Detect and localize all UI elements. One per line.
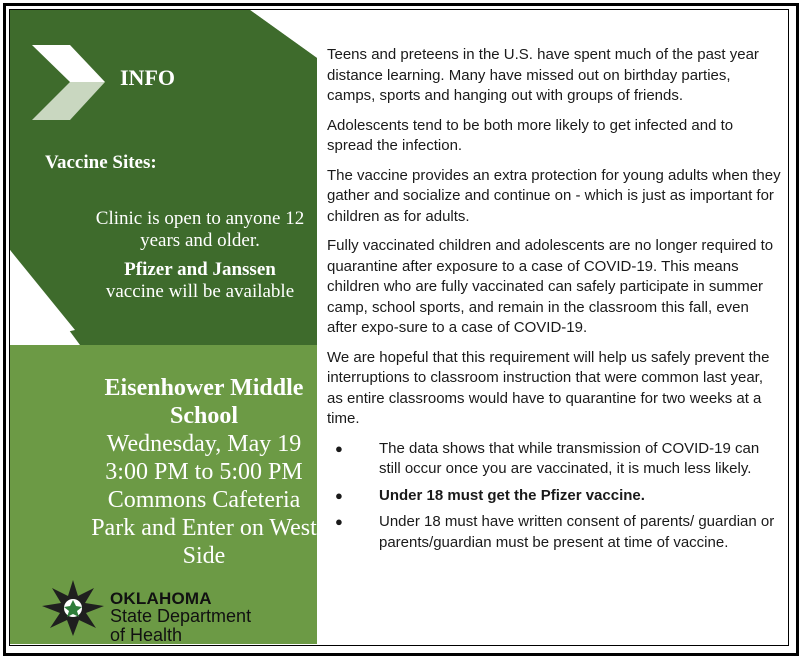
logo-line-oklahoma: OKLAHOMA: [110, 589, 212, 608]
vaccine-sites-label: Vaccine Sites:: [45, 152, 157, 173]
bullet-list: [327, 439, 782, 554]
logo-line-of-health: of Health: [110, 625, 183, 645]
bullet-consent: ● Under 18 must have written consent of parents/ guardian or parents/guardian must be present at time of vaccine.: [327, 512, 782, 553]
vaccine-availability: [85, 259, 315, 303]
body-text-column: [327, 45, 782, 559]
event-time: 3:00 PM to 5:00 PM: [105, 459, 303, 485]
clinic-eligibility-text: Clinic is open to anyone 12 years and older.: [95, 208, 305, 251]
vaccine-available-text: vaccine will be available: [105, 281, 295, 302]
health-department-logo-text: [110, 590, 251, 645]
health-department-star-icon: [38, 578, 108, 638]
paragraph-infection-risk: Adolescents tend to be both more likely to get infected and to spread the infection.: [327, 116, 734, 154]
info-heading: INFO: [120, 65, 175, 90]
paragraph-extra-protection: The vaccine provides an extra protection for young adults when they gather and socialize and continue on - which is just as important for children as for adults.: [327, 166, 781, 225]
event-school-name: Eisenhower Middle School: [104, 375, 304, 429]
paragraph-distance-learning: Teens and preteens in the U.S. have spent much of the past year distance learning. Many have missed out on birthday parties, camps, sports and hanging out with groups of friends.: [327, 46, 759, 104]
event-date: Wednesday, May 19: [106, 431, 302, 457]
paragraph-quarantine-rules: Fully vaccinated children and adolescents are no longer required to quarantine after exposure to a case of COVID-19. This means children who are fully vaccinated can safely participate in summer camp, school sports, and remain in the classroom this fall, even after expo-sure to a case of COVID-19.: [327, 237, 774, 336]
event-parking: Park and Enter on West Side: [91, 515, 317, 569]
bullet-transmission: ● The data shows that while transmission of COVID-19 can still occur once you are vaccinated, it is much less likely.: [327, 439, 782, 480]
left-panel: [10, 10, 317, 644]
logo-line-state-department: State Department: [110, 606, 252, 626]
vaccine-names: Pfizer and Janssen: [124, 259, 276, 280]
bullet-pfizer-requirement: ● Under 18 must get the Pfizer vaccine.: [327, 486, 782, 507]
event-location: Commons Cafeteria: [107, 487, 301, 513]
event-details: [80, 374, 328, 570]
paragraph-hopeful: We are hopeful that this requirement will help us safely prevent the interruptions to classroom instruction that were common last year, as entire classrooms would have to quarantine for two weeks at a time.: [327, 348, 770, 427]
